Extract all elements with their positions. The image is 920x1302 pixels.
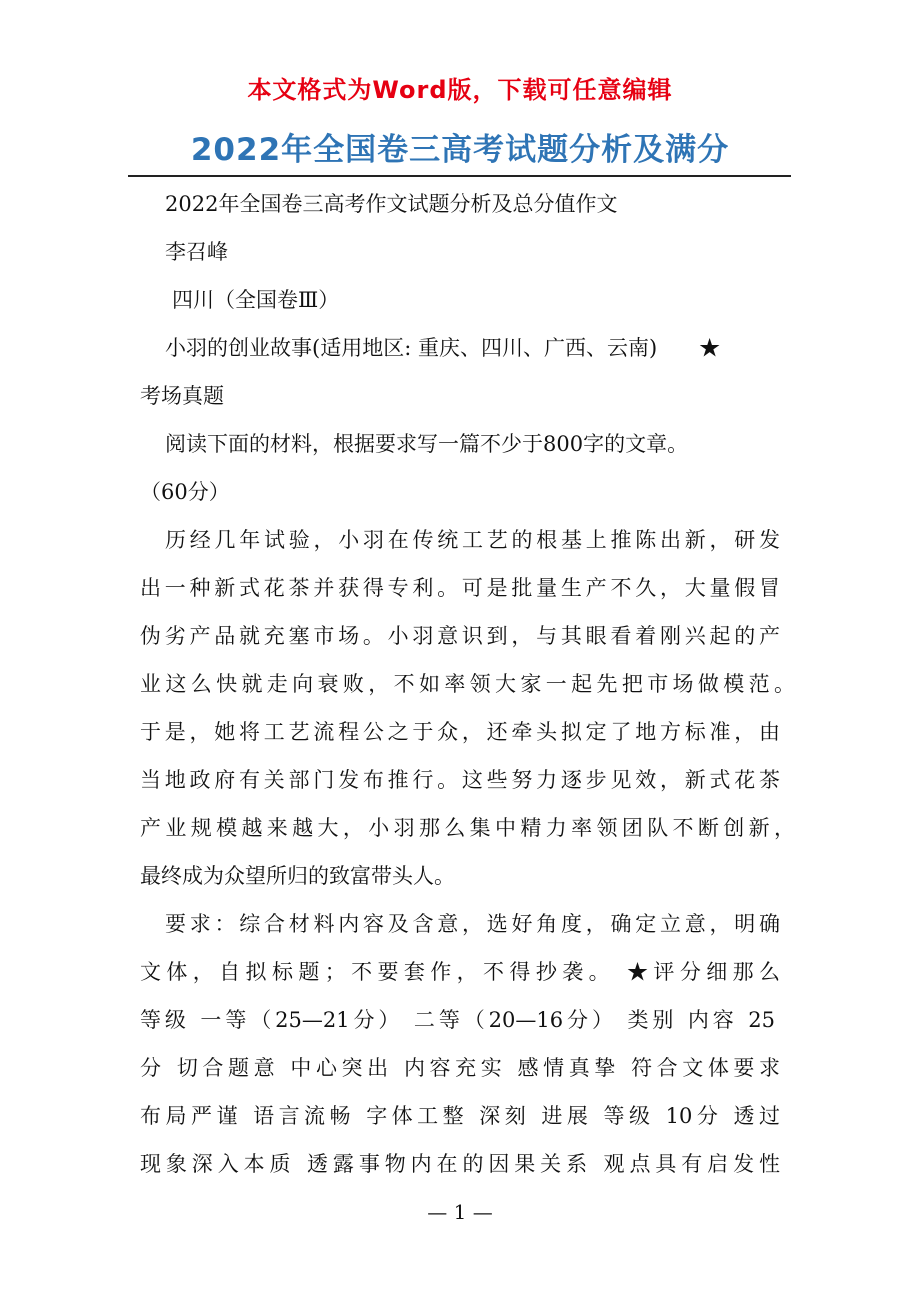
- region-line: 四川（全国卷Ⅲ）: [172, 288, 340, 312]
- prompt-heading-line: 小羽的创业故事(适用地区: 重庆、四川、广西、云南) ★: [165, 336, 721, 360]
- author-line: 李召峰: [165, 240, 228, 264]
- section-label-line: 考场真题: [140, 384, 224, 408]
- material-line: 产业规模越来越大，小羽那么集中精力率领团队不断创新，: [140, 816, 795, 840]
- material-line: 最终成为众望所归的致富带头人。: [140, 864, 455, 888]
- subtitle-line: 2022年全国卷三高考作文试题分析及总分值作文: [165, 192, 618, 216]
- requirement-line: 要求：综合材料内容及含意，选好角度，确定立意，明确: [165, 912, 780, 936]
- instruction-line: 阅读下面的材料，根据要求写一篇不少于800字的文章。: [165, 432, 689, 456]
- title-divider: [128, 175, 791, 177]
- material-line: 于是，她将工艺流程公之于众，还牵头拟定了地方标准，由: [140, 720, 780, 744]
- material-line: 伪劣产品就充塞市场。小羽意识到，与其眼看着刚兴起的产: [140, 624, 780, 648]
- page-title: 2022年全国卷三高考试题分析及满分: [190, 132, 730, 168]
- rubric-line: 分 切合题意 中心突出 内容充实 感情真挚 符合文体要求: [140, 1056, 780, 1080]
- download-banner: 本文格式为Word版，下载可任意编辑: [247, 76, 673, 104]
- material-line: 出一种新式花茶并获得专利。可是批量生产不久，大量假冒: [140, 576, 780, 600]
- rubric-line: 等级 一等（25—21分） 二等（20—16分） 类别 内容 25: [140, 1008, 775, 1032]
- requirement-line: 文体，自拟标题；不要套作，不得抄袭。 ★评分细那么: [140, 960, 780, 984]
- rubric-line: 布局严谨 语言流畅 字体工整 深刻 进展 等级 10分 透过: [140, 1104, 780, 1128]
- material-line: 业这么快就走向衰败，不如率领大家一起先把市场做模范。: [140, 672, 795, 696]
- material-line: 历经几年试验，小羽在传统工艺的根基上推陈出新，研发: [165, 528, 780, 552]
- page-number: — 1 —: [427, 1200, 493, 1224]
- rubric-line: 现象深入本质 透露事物内在的因果关系 观点具有启发性: [140, 1152, 780, 1176]
- score-line: （60分）: [140, 480, 230, 504]
- material-line: 当地政府有关部门发布推行。这些努力逐步见效，新式花茶: [140, 768, 780, 792]
